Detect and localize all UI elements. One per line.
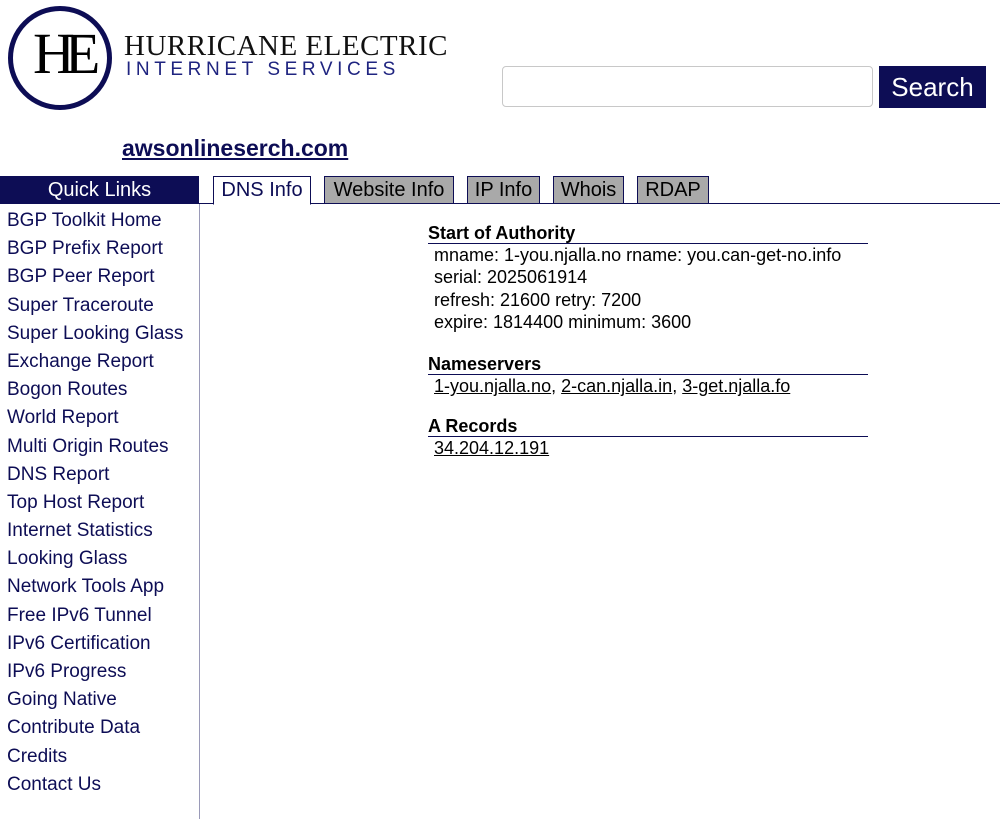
nameserver-separator: ,	[551, 376, 562, 397]
sidebar-item-looking-glass[interactable]: Looking Glass	[7, 548, 128, 570]
a-records-title: A Records	[428, 415, 868, 437]
sidebar-item-super-traceroute[interactable]: Super Traceroute	[7, 294, 154, 316]
nameserver-link[interactable]: 1-you.njalla.no	[434, 376, 552, 397]
nameservers-title: Nameservers	[428, 353, 868, 375]
sidebar-item-super-looking-glass[interactable]: Super Looking Glass	[7, 322, 184, 344]
brand-tagline: INTERNET SERVICES	[126, 59, 400, 80]
sidebar-item-internet-statistics[interactable]: Internet Statistics	[7, 520, 153, 542]
sidebar-item-going-native[interactable]: Going Native	[7, 689, 117, 711]
soa-line-expire: expire: 1814400 minimum: 3600	[434, 311, 692, 332]
soa-title: Start of Authority	[428, 222, 868, 244]
sidebar-item-credits[interactable]: Credits	[7, 745, 68, 767]
sidebar-item-exchange-report[interactable]: Exchange Report	[7, 350, 154, 372]
tab-website-info[interactable]: Website Info	[324, 176, 454, 204]
search-button[interactable]: Search	[879, 66, 986, 108]
dns-info-panel	[428, 222, 868, 460]
search-input[interactable]	[502, 66, 873, 107]
sidebar-item-top-host-report[interactable]: Top Host Report	[7, 491, 145, 513]
quick-links-header: Quick Links	[0, 176, 199, 204]
logo-letters: HE	[33, 21, 91, 86]
tab-whois[interactable]: Whois	[553, 176, 624, 204]
sidebar-item-bogon-routes[interactable]: Bogon Routes	[7, 379, 128, 401]
soa-line-refresh: refresh: 21600 retry: 7200	[434, 289, 642, 310]
sidebar-item-free-ipv6-tunnel[interactable]: Free IPv6 Tunnel	[7, 604, 152, 626]
sidebar-item-world-report[interactable]: World Report	[7, 407, 119, 429]
sidebar-item-contribute-data[interactable]: Contribute Data	[7, 717, 141, 739]
domain-title-link[interactable]: awsonlineserch.com	[122, 135, 349, 161]
sidebar-item-bgp-toolkit-home[interactable]: BGP Toolkit Home	[7, 210, 162, 231]
sidebar-item-multi-origin-routes[interactable]: Multi Origin Routes	[7, 435, 169, 457]
sidebar-item-contact-us[interactable]: Contact Us	[7, 773, 101, 795]
sidebar-item-bgp-prefix-report[interactable]: BGP Prefix Report	[7, 238, 163, 260]
brand-name: HURRICANE ELECTRIC	[124, 30, 448, 62]
soa-line-mname: mname: 1-you.njalla.no rname: you.can-get-no.info	[434, 245, 842, 265]
sidebar-item-ipv6-certification[interactable]: IPv6 Certification	[7, 632, 151, 654]
tab-ip-info[interactable]: IP Info	[467, 176, 540, 204]
nameserver-separator: ,	[672, 376, 683, 397]
sidebar-item-ipv6-progress[interactable]: IPv6 Progress	[7, 661, 127, 682]
soa-body	[428, 244, 868, 333]
tab-dns-info[interactable]: DNS Info	[213, 176, 311, 205]
sidebar-divider	[199, 204, 200, 819]
nameserver-link[interactable]: 3-get.njalla.fo	[682, 376, 791, 397]
soa-line-serial: serial: 2025061914	[434, 267, 588, 288]
nameservers-body	[428, 375, 868, 397]
sidebar-item-bgp-peer-report[interactable]: BGP Peer Report	[7, 266, 155, 288]
he-logo[interactable]	[8, 6, 112, 110]
tab-rdap[interactable]: RDAP	[637, 176, 709, 204]
a-records-body	[428, 437, 868, 459]
sidebar-item-network-tools-app[interactable]: Network Tools App	[7, 576, 165, 598]
sidebar-item-dns-report[interactable]: DNS Report	[7, 463, 110, 485]
nameserver-link[interactable]: 2-can.njalla.in	[561, 376, 673, 397]
quick-links-list	[7, 207, 183, 799]
a-record-link[interactable]: 34.204.12.191	[434, 438, 550, 459]
